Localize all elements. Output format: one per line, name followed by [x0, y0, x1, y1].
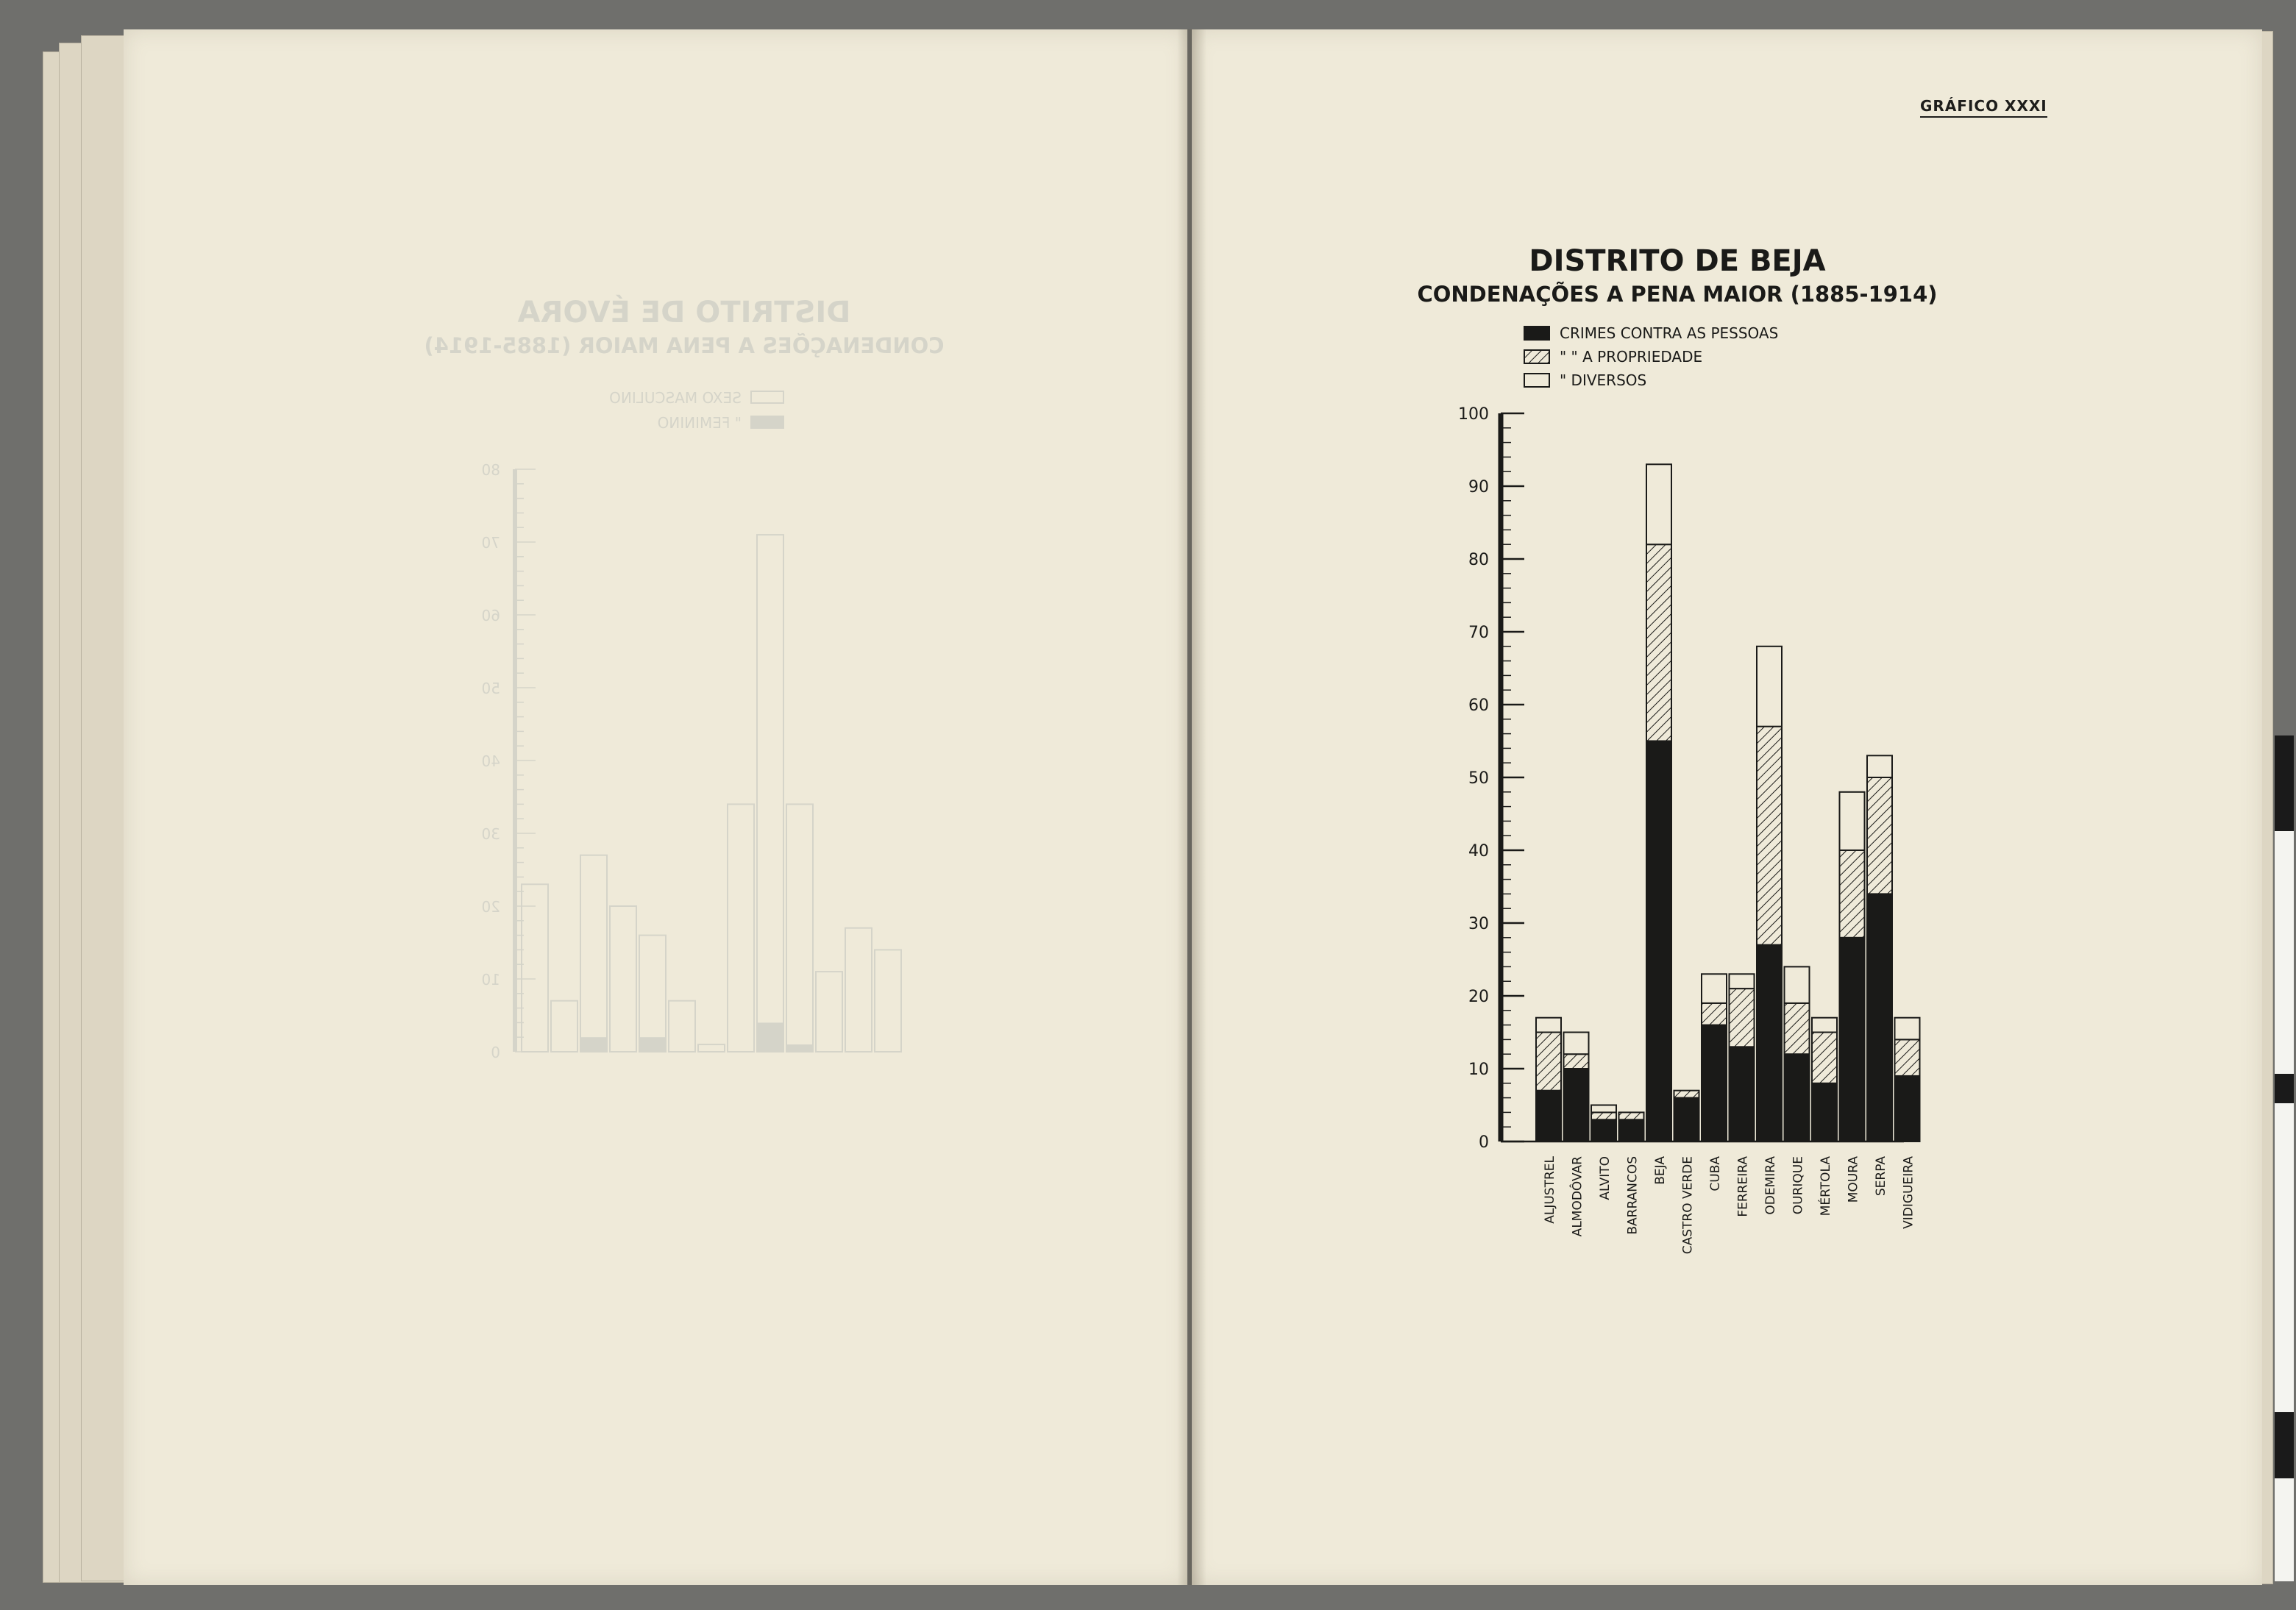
- bar-segment: [1619, 1119, 1644, 1141]
- show-through-tick-label: 20: [481, 898, 500, 916]
- bar-segment: [1564, 1054, 1589, 1069]
- bars: [1536, 464, 1920, 1141]
- ruler-block: [2275, 1074, 2294, 1103]
- bar-segment: [1895, 1076, 1920, 1141]
- bar-segment: [1591, 1105, 1616, 1113]
- bar-segment: [1785, 966, 1810, 1003]
- y-tick-label: 80: [1468, 551, 1489, 569]
- bar-segment: [1730, 974, 1755, 989]
- bar-segment: [1564, 1069, 1589, 1141]
- y-tick-label: 70: [1468, 624, 1489, 642]
- chart-title: DISTRITO DE BEJA: [1529, 244, 1826, 278]
- bar-segment: [1536, 1033, 1561, 1091]
- bar-segment: [1646, 464, 1671, 544]
- y-tick-label: 10: [1468, 1061, 1489, 1079]
- bar-segment: [1840, 850, 1865, 938]
- bar-segment: [1536, 1018, 1561, 1033]
- bar-segment: [1702, 1003, 1727, 1025]
- bar-segment: [1757, 945, 1782, 1141]
- x-tick-label: CASTRO VERDE: [1680, 1156, 1696, 1255]
- y-tick-label: 30: [1468, 915, 1489, 933]
- legend-label: " DIVERSOS: [1560, 371, 1647, 389]
- bar-segment: [1564, 1033, 1589, 1055]
- bar-segment: [1757, 727, 1782, 945]
- chart-subtitle: CONDENAÇÕES A PENA MAIOR (1885-1914): [1417, 282, 1938, 307]
- x-tick-label: SERPA: [1874, 1156, 1888, 1197]
- x-tick-label: MÉRTOLA: [1819, 1156, 1833, 1217]
- bar-segment: [1840, 938, 1865, 1141]
- ruler-block: [2275, 735, 2294, 831]
- show-through-tick-label: 10: [481, 971, 500, 989]
- x-tick-label: ALJUSTREL: [1543, 1156, 1557, 1224]
- y-tick-label: 40: [1468, 842, 1489, 861]
- bar-segment: [1812, 1018, 1837, 1033]
- bar-segment: [1895, 1039, 1920, 1076]
- bar-segment: [1646, 544, 1671, 741]
- legend-label: " " A PROPRIEDADE: [1560, 348, 1703, 366]
- bar-segment: [1674, 1091, 1699, 1098]
- bar-segment: [1867, 894, 1892, 1141]
- x-tick-label: BARRANCOS: [1625, 1156, 1641, 1235]
- x-axis-labels: [1543, 1155, 1916, 1254]
- bar-segment: [1730, 1047, 1755, 1141]
- legend: [1524, 324, 1778, 389]
- bar-segment: [1646, 741, 1671, 1142]
- x-tick-label: MOURA: [1846, 1156, 1861, 1203]
- legend-swatch: [1524, 374, 1549, 387]
- show-through-tick-label: 50: [481, 680, 500, 697]
- show-through-tick-label: 70: [481, 534, 500, 552]
- bar-segment: [1591, 1119, 1616, 1141]
- x-tick-label: OURIQUE: [1791, 1156, 1806, 1215]
- show-through-tick-label: 40: [481, 752, 500, 770]
- show-through-title: DISTRITO DE ÉVORA: [517, 296, 851, 330]
- ruler-block: [2275, 1412, 2294, 1478]
- bar-segment: [1730, 989, 1755, 1047]
- bar-segment: [1619, 1112, 1644, 1119]
- x-tick-label: ALVITO: [1598, 1156, 1613, 1200]
- bar-segment: [1867, 777, 1892, 894]
- bar-segment: [1536, 1091, 1561, 1141]
- y-tick-label: 20: [1468, 988, 1489, 1006]
- bar-segment: [1895, 1018, 1920, 1040]
- x-tick-label: ODEMIRA: [1763, 1156, 1778, 1215]
- show-through-subtitle: CONDENAÇÕES A PENA MAIOR (1885-1914): [424, 333, 945, 358]
- bar-segment: [1812, 1083, 1837, 1141]
- legend-swatch: [1524, 327, 1549, 340]
- y-tick-label: 0: [1479, 1133, 1489, 1152]
- bar-segment: [1812, 1033, 1837, 1083]
- bar-segment: [1840, 792, 1865, 850]
- y-tick-label: 60: [1468, 697, 1489, 715]
- show-through-tick-label: 0: [491, 1044, 500, 1061]
- y-tick-label: 100: [1458, 405, 1489, 424]
- show-through-legend-label: SEXO MASCULINO: [609, 389, 742, 407]
- show-through-legend-label: " FEMININO: [657, 414, 742, 432]
- bar-segment: [1757, 647, 1782, 727]
- x-tick-label: CUBA: [1708, 1156, 1723, 1192]
- bar-segment: [1674, 1098, 1699, 1141]
- bar-segment: [1591, 1112, 1616, 1119]
- x-tick-label: VIDIGUEIRA: [1901, 1156, 1916, 1229]
- legend-swatch: [1524, 350, 1549, 363]
- bar-segment: [1702, 974, 1727, 1003]
- show-through-tick-label: 60: [481, 607, 500, 624]
- scale-ruler: [2275, 735, 2294, 1581]
- x-tick-label: BEJA: [1653, 1156, 1668, 1185]
- legend-label: CRIMES CONTRA AS PESSOAS: [1560, 324, 1779, 342]
- page-label: GRÁFICO XXXI: [1920, 97, 2047, 118]
- y-tick-label: 90: [1468, 478, 1489, 496]
- y-tick-label: 50: [1468, 769, 1489, 788]
- x-tick-label: ALMODÔVAR: [1570, 1156, 1585, 1237]
- bar-segment: [1785, 1054, 1810, 1141]
- bar-segment: [1702, 1025, 1727, 1141]
- bar-segment: [1785, 1003, 1810, 1054]
- show-through-tick-label: 80: [481, 461, 500, 479]
- show-through-tick-label: 30: [481, 825, 500, 843]
- x-tick-label: FERREIRA: [1735, 1156, 1751, 1217]
- bar-segment: [1867, 755, 1892, 777]
